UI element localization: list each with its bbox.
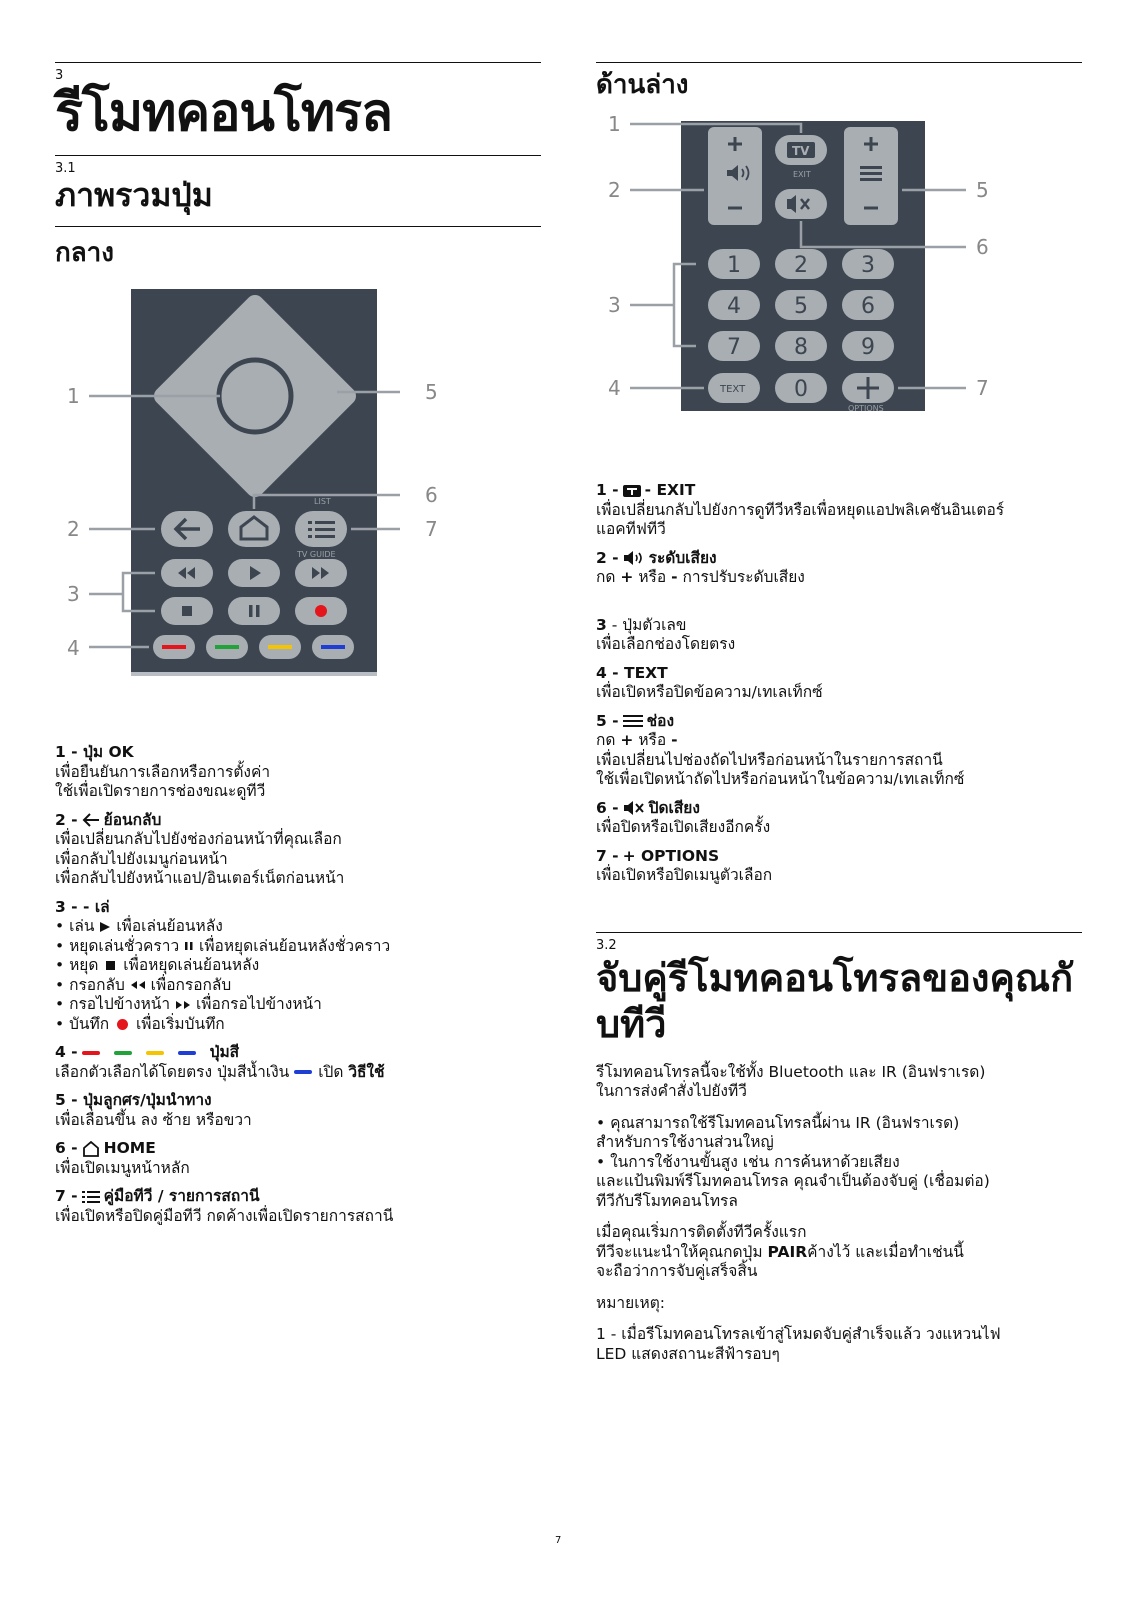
item-line: เลือกตัวเลือกได้โดยตรง ปุ่มสีน้ำเงิน เปิด วิธีใช้	[55, 1062, 385, 1081]
item-tv-exit-head	[596, 481, 1082, 501]
section-number: 3.1	[55, 161, 76, 176]
item-text	[596, 664, 1082, 703]
mute-button	[775, 189, 827, 219]
svg-text:7: 7	[976, 376, 989, 400]
pair-paragraph	[596, 1223, 1082, 1282]
rewind-icon	[130, 980, 146, 990]
item-line: ใช้เพื่อเปิดรายการช่องขณะดูทีวี	[55, 782, 266, 800]
section-title: ภาพรวมปุ่ม	[55, 176, 213, 214]
item-line: • หยุด เพื่อหยุดเล่นย้อนหลัง	[55, 956, 260, 974]
item-playback-head: 3 - - เล่	[55, 897, 110, 916]
item-num: 2 -	[596, 548, 619, 567]
svg-text:4: 4	[608, 376, 621, 400]
record-icon	[117, 1019, 128, 1030]
subsection-title-middle: กลาง	[55, 238, 114, 268]
item-label: คู่มือทีวี / รายการสถานี	[103, 1187, 260, 1205]
callout-2: 2	[67, 517, 80, 541]
item-mute	[596, 799, 1082, 838]
para-line: สำหรับการใช้งานส่วนใหญ่	[596, 1133, 774, 1151]
svg-text:3: 3	[608, 293, 621, 317]
item-num: 2 -	[55, 810, 78, 829]
svg-text:1: 1	[608, 112, 621, 136]
item-line: เพื่อเปิดหรือปิดข้อความ/เทเลเท็กซ์	[596, 683, 823, 701]
item-num: 5 -	[596, 711, 619, 730]
para-line: ในการส่งคำสั่งไปยังทีวี	[596, 1082, 747, 1100]
svg-text:2: 2	[608, 178, 621, 202]
para-line: ทีวีกับรีโมทคอนโทรล	[596, 1191, 738, 1210]
number-key-label: 4	[727, 294, 741, 319]
bottom-key-list	[596, 481, 1082, 886]
section-number: 3.2	[596, 937, 617, 953]
list-label: LIST	[314, 497, 331, 506]
note-paragraph	[596, 1325, 1082, 1364]
item-color-head	[55, 1043, 541, 1063]
red-bar-icon	[82, 1051, 100, 1055]
item-navigation	[55, 1091, 541, 1130]
section-rule	[596, 932, 1082, 933]
left-column	[55, 62, 541, 1235]
item-line: เพื่อเปลี่ยนไปช่องถัดไปหรือก่อนหน้าในรายการสถานี	[596, 750, 943, 769]
item-home-head	[55, 1139, 541, 1159]
section-title-line: บทีวี	[596, 1000, 667, 1046]
paragraph	[596, 1063, 1082, 1102]
back-arrow-icon	[82, 813, 100, 827]
item-num: 4 -	[55, 1043, 78, 1061]
para-line: LED แสดงสถานะสีฟ้ารอบๆ	[596, 1344, 780, 1363]
number-key-label: 3	[861, 253, 875, 278]
item-label: - EXIT	[644, 481, 696, 499]
item-line: เพื่อเลื่อนขึ้น ลง ซ้าย หรือขวา	[55, 1110, 252, 1129]
callout-5: 5	[425, 380, 438, 404]
blue-bar-icon	[178, 1051, 196, 1055]
item-nav-head: 5 - ปุ่มลูกศร/ปุ่มนำทาง	[55, 1091, 212, 1109]
item-color-keys	[55, 1043, 541, 1082]
svg-text:6: 6	[976, 235, 989, 259]
number-key-label: 6	[861, 294, 875, 319]
number-key-label: 1	[727, 253, 741, 278]
item-ok-head: 1 - ปุ่ม OK	[55, 743, 134, 761]
item-line: เพื่อกลับไปยังเมนูก่อนหน้า	[55, 849, 228, 868]
item-line: เพื่อเปิดเมนูหน้าหลัก	[55, 1158, 190, 1177]
blue-bar-icon	[294, 1070, 312, 1074]
item-line: • กรอกลับ เพื่อกรอกลับ	[55, 975, 232, 994]
item-back	[55, 811, 541, 889]
svg-text:TEXT: TEXT	[720, 384, 746, 395]
svg-text:OPTIONS: OPTIONS	[848, 404, 884, 413]
item-volume	[596, 549, 1082, 588]
play-icon	[99, 921, 111, 933]
chapter-rule	[55, 62, 541, 63]
item-num: 6 -	[55, 1139, 78, 1157]
number-key-label: 9	[861, 335, 875, 360]
item-line: • หยุดเล่นชั่วคราว เพื่อหยุดเล่นย้อนหลังชั่วคราว	[55, 936, 391, 955]
item-channel	[596, 712, 1082, 790]
section-title-line: จับคู่รีโมทคอนโทรลของคุณกั	[596, 954, 1074, 1000]
item-label: ย้อนกลับ	[103, 810, 162, 829]
section-rule	[55, 155, 541, 156]
pause-button	[228, 597, 280, 625]
item-line: เพื่อเปิดหรือปิดเมนูตัวเลือก	[596, 866, 773, 884]
svg-text:5: 5	[976, 178, 989, 202]
item-line: เพื่อปิดหรือเปิดเสียงอีกครั้ง	[596, 818, 771, 836]
list-icon	[82, 1191, 100, 1203]
item-back-head	[55, 811, 541, 831]
item-line: กด + หรือ -	[596, 731, 678, 749]
item-line: • เล่น เพื่อเล่นย้อนหลัง	[55, 917, 223, 935]
item-line: เพื่อเปลี่ยนกลับไปยังช่องก่อนหน้าที่คุณเลือก	[55, 830, 342, 848]
para-line: • ในการใช้งานขั้นสูง เช่น การค้นหาด้วยเสียง	[596, 1152, 900, 1171]
item-label: HOME	[103, 1139, 156, 1157]
yellow-bar-icon	[146, 1051, 164, 1055]
item-tv-exit	[596, 481, 1082, 540]
tv-guide-label: TV GUIDE	[297, 550, 336, 559]
item-line: แอคทีฟทีวี	[596, 520, 666, 538]
item-num: 7 -	[596, 846, 619, 865]
tv-icon	[623, 485, 641, 497]
item-label: ช่อง	[646, 711, 675, 730]
para-line: จะถือว่าการจับคู่เสร็จสิ้น	[596, 1262, 758, 1280]
item-line: • บันทึก เพื่อเริ่มบันทึก	[55, 1014, 225, 1033]
callout-4: 4	[67, 636, 80, 660]
item-line: เพื่อเปิดหรือปิดคู่มือทีวี กดค้างเพื่อเปิดรายการสถานี	[55, 1206, 394, 1225]
item-number-keys	[596, 616, 1082, 655]
stop-icon	[106, 961, 115, 970]
item-num: 6 -	[596, 798, 619, 817]
item-line: เพื่อเลือกช่องโดยตรง	[596, 635, 736, 653]
paragraph	[596, 1114, 1082, 1212]
number-key-label: 7	[727, 335, 741, 360]
remote-bottom-diagram	[596, 111, 1082, 431]
item-line: เพื่อเปลี่ยนกลับไปยังการดูทีวีหรือเพื่อหยุดแอปพลิเคชันอินเตอร์	[596, 500, 1005, 519]
middle-key-list	[55, 743, 541, 1226]
number-key-label: 2	[794, 253, 808, 278]
forward-icon	[175, 1000, 191, 1010]
item-num: 7 -	[55, 1187, 78, 1205]
chapter-number: 3	[55, 68, 64, 83]
item-label: ระดับเสียง	[648, 548, 717, 567]
item-options	[596, 847, 1082, 886]
subsection-title-bottom: ด้านล่าง	[596, 70, 689, 100]
item-label: + OPTIONS	[622, 846, 720, 865]
page-number: 7	[555, 1535, 562, 1546]
para-line: และแป้นพิมพ์รีโมทคอนโทรล คุณจำเป็นต้องจับคู่ (เชื่อมต่อ)	[596, 1172, 990, 1190]
number-key-label: 0	[794, 377, 808, 402]
item-number-head: 3 - ปุ่มตัวเลข	[596, 615, 687, 634]
para-line: รีโมทคอนโทรลนี้จะใช้ทั้ง Bluetooth และ IR (อินฟราเรด)	[596, 1062, 986, 1081]
item-volume-head	[596, 549, 1082, 569]
pause-icon	[184, 941, 194, 951]
remote-middle-diagram	[55, 289, 541, 709]
callout-1: 1	[67, 384, 80, 408]
item-ok	[55, 743, 541, 802]
volume-icon	[623, 550, 645, 566]
number-key-label: 8	[794, 335, 808, 360]
note-label: หมายเหตุ:	[596, 1293, 666, 1312]
chapter-title: รีโมทคอนโทรล	[55, 82, 392, 143]
para-line: • คุณสามารถใช้รีโมทคอนโทรลนี้ผ่าน IR (อินฟราเรด)	[596, 1113, 960, 1132]
item-line: ใช้เพื่อเปิดหน้าถัดไปหรือก่อนหน้าในข้อความ/เทเลเท็กซ์	[596, 770, 965, 788]
subsection-rule	[55, 226, 541, 227]
home-icon	[82, 1141, 100, 1157]
number-key-label: 5	[794, 294, 808, 319]
item-channel-head	[596, 712, 1082, 732]
green-bar-icon	[114, 1051, 132, 1055]
para-line: 1 - เมื่อรีโมทคอนโทรลเข้าสู่โหมดจับคู่สำเร็จแล้ว วงแหวนไฟ	[596, 1325, 1001, 1343]
item-line: • กรอไปข้างหน้า เพื่อกรอไปข้างหน้า	[55, 995, 322, 1013]
item-playback	[55, 898, 541, 1035]
subsection-rule	[596, 62, 1082, 63]
mute-icon	[623, 800, 645, 816]
callout-7: 7	[425, 517, 438, 541]
item-line: เพื่อยืนยันการเลือกหรือการตั้งค่า	[55, 762, 271, 781]
item-text-head: 4 - TEXT	[596, 663, 668, 682]
item-label: ปุ่มสี	[209, 1043, 240, 1061]
item-line: เพื่อกลับไปยังหน้าแอป/อินเตอร์เน็ตก่อนหน้า	[55, 869, 345, 887]
channel-list-icon	[623, 715, 643, 727]
section-title	[596, 955, 1082, 1047]
item-home	[55, 1139, 541, 1178]
item-guide-head	[55, 1187, 541, 1207]
callout-6: 6	[425, 483, 438, 507]
item-tv-guide	[55, 1187, 541, 1226]
callout-3: 3	[67, 582, 80, 606]
svg-text:EXIT: EXIT	[793, 170, 811, 179]
item-label: ปิดเสียง	[648, 798, 700, 817]
item-num: 1 -	[596, 481, 619, 499]
svg-text:TV: TV	[792, 144, 810, 158]
item-line: กด + หรือ - การปรับระดับเสียง	[596, 568, 805, 586]
para-line: เมื่อคุณเริ่มการติดตั้งทีวีครั้งแรก	[596, 1223, 807, 1241]
right-column	[596, 62, 1082, 1376]
item-options-head	[596, 847, 1082, 867]
item-mute-head	[596, 799, 1082, 819]
para-line: ทีวีจะแนะนำให้คุณกดปุ่ม PAIRค้างไว้ และเมื่อทำเช่นนี้	[596, 1242, 964, 1261]
